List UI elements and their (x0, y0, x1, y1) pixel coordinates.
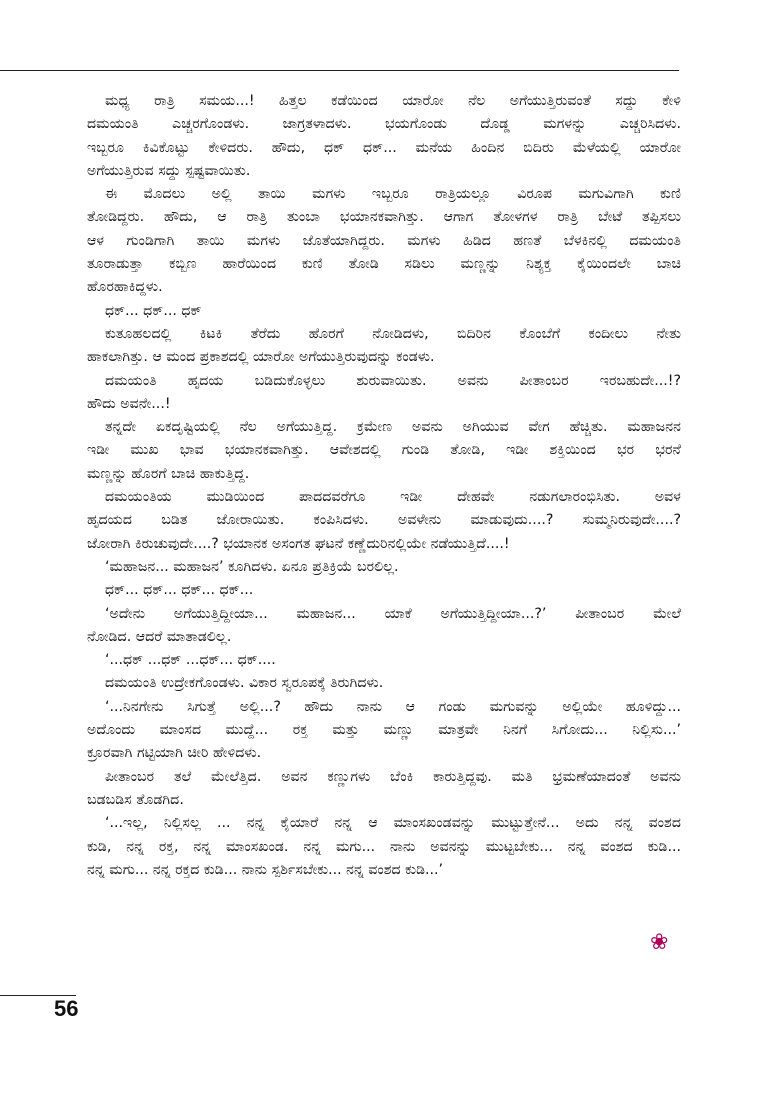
text-line: ದಮಯಂತಿಯ ಮುಡಿಯಿಂದ ಪಾದದವರೆಗೂ ಇಡೀ ದೇಹವೇ ನಡುಗಲಾರಂಭಿಸಿತು. ಅವಳ (105, 489, 681, 506)
text-line: ದಮಯಂತಿ ಎಚ್ಚರಗೊಂಡಳು. ಜಾಗ್ರತಳಾದಳು. ಭಯಗೊಂಡು ದೊಡ್ಡ ಮಗಳನ್ನು ಎಚ್ಚರಿಸಿದಳು. (87, 116, 681, 133)
text-line: ದಮಯಂತಿ ಹೃದಯ ಬಡಿದುಕೊಳ್ಳಲು ಶುರುವಾಯಿತು. ಅವನು ಪೀತಾಂಬರ ಇರಬಹುದೇ...!? (105, 372, 681, 389)
text-line: ಇಡೀ ಮುಖ ಭಾವ ಭಯಾನಕವಾಗಿತ್ತು. ಆವೇಶದಲ್ಲಿ ಗುಂಡಿ ತೋಡಿ, ಇಡೀ ಶಕ್ತಿಯಿಂದ ಭರ ಭರನೆ (87, 442, 681, 459)
text-line: ತನ್ನದೇ ಏಕದೃಷ್ಟಿಯಲ್ಲಿ ನೆಲ ಅಗೆಯುತ್ತಿದ್ದ. ಕ್ರಮೇಣ ಅವನು ಅಗಿಯುವ ವೇಗ ಹೆಚ್ಚಿತು. ಮಹಾಜನನ (105, 419, 681, 436)
text-line: ‘ಅದೇನು ಅಗೆಯುತ್ತಿದ್ದೀಯಾ... ಮಹಾಜನ... ಯಾಕೆ ಅಗೆಯುತ್ತಿದ್ದೀಯಾ...?’ ಪೀತಾಂಬರ ಮೇಲೆ (105, 605, 681, 622)
text-line: ಆಳ ಗುಂಡಿಗಾಗಿ ತಾಯಿ ಮಗಳು ಜೊತೆಯಾಗಿದ್ದರು. ಮಗಳು ಹಿಡಿದ ಹಣತೆ ಬೆಳಕಿನಲ್ಲಿ ದಮಯಂತಿ (87, 232, 681, 249)
text-line: ಧಕ್... ಧಕ್... ಧಕ್... ಧಕ್... (105, 582, 254, 599)
text-line: ಮಣ್ಣನ್ನು ಹೊರಗೆ ಬಾಚಿ ಹಾಕುತ್ತಿದ್ದ. (87, 465, 250, 482)
flower-ornament-icon: ❀ (650, 930, 669, 955)
text-line: ಅಗೆಯುತ್ತಿರುವ ಸದ್ದು ಸ್ಪಷ್ಟವಾಯಿತು. (87, 162, 251, 179)
text-line: ಹೌದು ಅವನೇ...! (87, 395, 171, 412)
text-line: ಬಡಬಡಿಸ ತೊಡಗಿದ. (87, 791, 184, 808)
text-line: ತೋಡಿದ್ದರು. ಹೌದು, ಆ ರಾತ್ರಿ ತುಂಬಾ ಭಯಾನಕವಾಗಿತ್ತು. ಆಗಾಗ ತೋಳಗಳ ರಾತ್ರಿ ಬೇಟೆ ತಪ್ಪಿಸಲು (87, 209, 681, 226)
page-number: 56 (54, 996, 79, 1021)
text-line: ಪೀತಾಂಬರ ತಲೆ ಮೇಲೆತ್ತಿದ. ಅವನ ಕಣ್ಣುಗಳು ಬೆಂಕಿ ಕಾರುತ್ತಿದ್ದವು. ಮತಿ ಭ್ರಮಣೆಯಾದಂತೆ ಅವನು (105, 768, 681, 785)
text-line: ಕುಡಿ, ನನ್ನ ರಕ್ತ, ನನ್ನ ಮಾಂಸಖಂಡ. ನನ್ನ ಮಗು... ನಾನು ಅವನನ್ನು ಮುಟ್ಟಬೇಕು... ನನ್ನ ವಂಶದ ಕುಡಿ... (87, 838, 681, 855)
text-line: ತೂರಾಡುತ್ತಾ ಕಬ್ಬಿಣ ಹಾರೆಯಿಂದ ಕುಣಿ ತೋಡಿ ಸಡಿಲು ಮಣ್ಣನ್ನು ನಿಶ್ಯಕ್ತ ಕೈಯಿಂದಲೇ ಬಾಚಿ (87, 256, 681, 273)
text-line: ನೋಡಿದ. ಆದರೆ ಮಾತಾಡಲಿಲ್ಲ. (87, 628, 232, 645)
text-line: ‘...ಇಲ್ಲ, ನಿಲ್ಲಿಸಲ್ಲ ... ನನ್ನ ಕೈಯಾರೆ ನನ್ನ ಆ ಮಾಂಸಖಂಡವನ್ನು ಮುಟ್ಟುತ್ತೇನೆ... ಅದು ನನ್ನ ವಂಶದ (105, 815, 681, 832)
text-line: ‘...ಧಕ್ ...ಧಕ್ ...ಧಕ್... ಧಕ್.... (105, 652, 276, 669)
top-rule (0, 70, 679, 71)
text-line: ಜೋರಾಗಿ ಕಿರುಚುವುದೇ....? ಭಯಾನಕ ಅಸಂಗತ ಘಟನೆ ಕಣ್ಣೆದುರಿನಲ್ಲಿಯೇ ನಡೆಯುತ್ತಿದೆ....! (87, 535, 510, 552)
text-line: ಹೊರಹಾಕಿದ್ದಳು. (87, 279, 163, 296)
text-line: ಕ್ರೂರವಾಗಿ ಗಟ್ಟಿಯಾಗಿ ಚೀರಿ ಹೇಳಿದಳು. (87, 745, 262, 762)
text-line: ಮಧ್ಯ ರಾತ್ರಿ ಸಮಯ...! ಹಿತ್ತಲ ಕಡೆಯಿಂದ ಯಾರೋ ನೆಲ ಅಗೆಯುತ್ತಿರುವಂತೆ ಸದ್ದು ಕೇಳಿ (105, 93, 681, 109)
text-line: ಹೃದಯದ ಬಡಿತ ಜೋರಾಯಿತು. ಕಂಪಿಸಿದಳು. ಅವಳೇನು ಮಾಡುವುದು....? ಸುಮ್ಮನಿರುವುದೇ....? (87, 512, 681, 529)
text-line: ಅದೊಂದು ಮಾಂಸದ ಮುದ್ದೆ... ರಕ್ತ ಮತ್ತು ಮಣ್ಣು ಮಾತ್ರವೇ ನಿನಗೆ ಸಿಗೋದು... ನಿಲ್ಲಿಸು...’ (87, 722, 681, 739)
text-line: ಹಾಕಲಾಗಿತ್ತು. ಆ ಮಂದ ಪ್ರಕಾಶದಲ್ಲಿ ಯಾರೋ ಅಗೆಯುತ್ತಿರುವುದನ್ನು ಕಂಡಳು. (87, 349, 435, 366)
body-text (87, 90, 681, 882)
text-line: ದಮಯಂತಿ ಉದ್ರೇಕಗೊಂಡಳು. ವಿಕಾರ ಸ್ವರೂಪಕ್ಕೆ ತಿರುಗಿದಳು. (105, 675, 384, 692)
text-line: ಈ ಮೊದಲು ಅಲ್ಲಿ ತಾಯಿ ಮಗಳು ಇಬ್ಬರೂ ರಾತ್ರಿಯಲ್ಲೂ ವಿರೂಪ ಮಗುವಿಗಾಗಿ ಕುಣಿ (105, 186, 681, 203)
text-line: ‘...ನಿನಗೇನು ಸಿಗುತ್ತೆ ಅಲ್ಲಿ...? ಹೌದು ನಾನು ಆ ಗಂಡು ಮಗುವನ್ನು ಅಲ್ಲಿಯೇ ಹೂಳಿದ್ದು... (105, 698, 681, 715)
text-line: ನನ್ನ ಮಗು... ನನ್ನ ರಕ್ತದ ಕುಡಿ... ನಾನು ಸ್ಪರ್ಶಿಸಬೇಕು... ನನ್ನ ವಂಶದ ಕುಡಿ...’ (87, 861, 444, 878)
text-line: ‘ಮಹಾಜನ... ಮಹಾಜನ’ ಕೂಗಿದಳು. ಏನೂ ಪ್ರತಿಕ್ರಿಯೆ ಬರಲಿಲ್ಲ. (105, 558, 399, 575)
text-line: ಧಕ್... ಧಕ್... ಧಕ್ (105, 302, 202, 319)
text-line: ಇಬ್ಬರೂ ಕಿವಿಕೊಟ್ಟು ಕೇಳಿದರು. ಹೌದು, ಧಕ್ ಧಕ್... ಮನೆಯ ಹಿಂದಿನ ಬಿದಿರು ಮೆಳೆಯಲ್ಲಿ ಯಾರೋ (87, 139, 681, 156)
text-line: ಕುತೂಹಲದಲ್ಲಿ ಕಿಟಕಿ ತೆರೆದು ಹೊರಗೆ ನೋಡಿದಳು, ಬಿದಿರಿನ ಕೊಂಬೆಗೆ ಕಂದೀಲು ನೇತು (105, 325, 681, 342)
